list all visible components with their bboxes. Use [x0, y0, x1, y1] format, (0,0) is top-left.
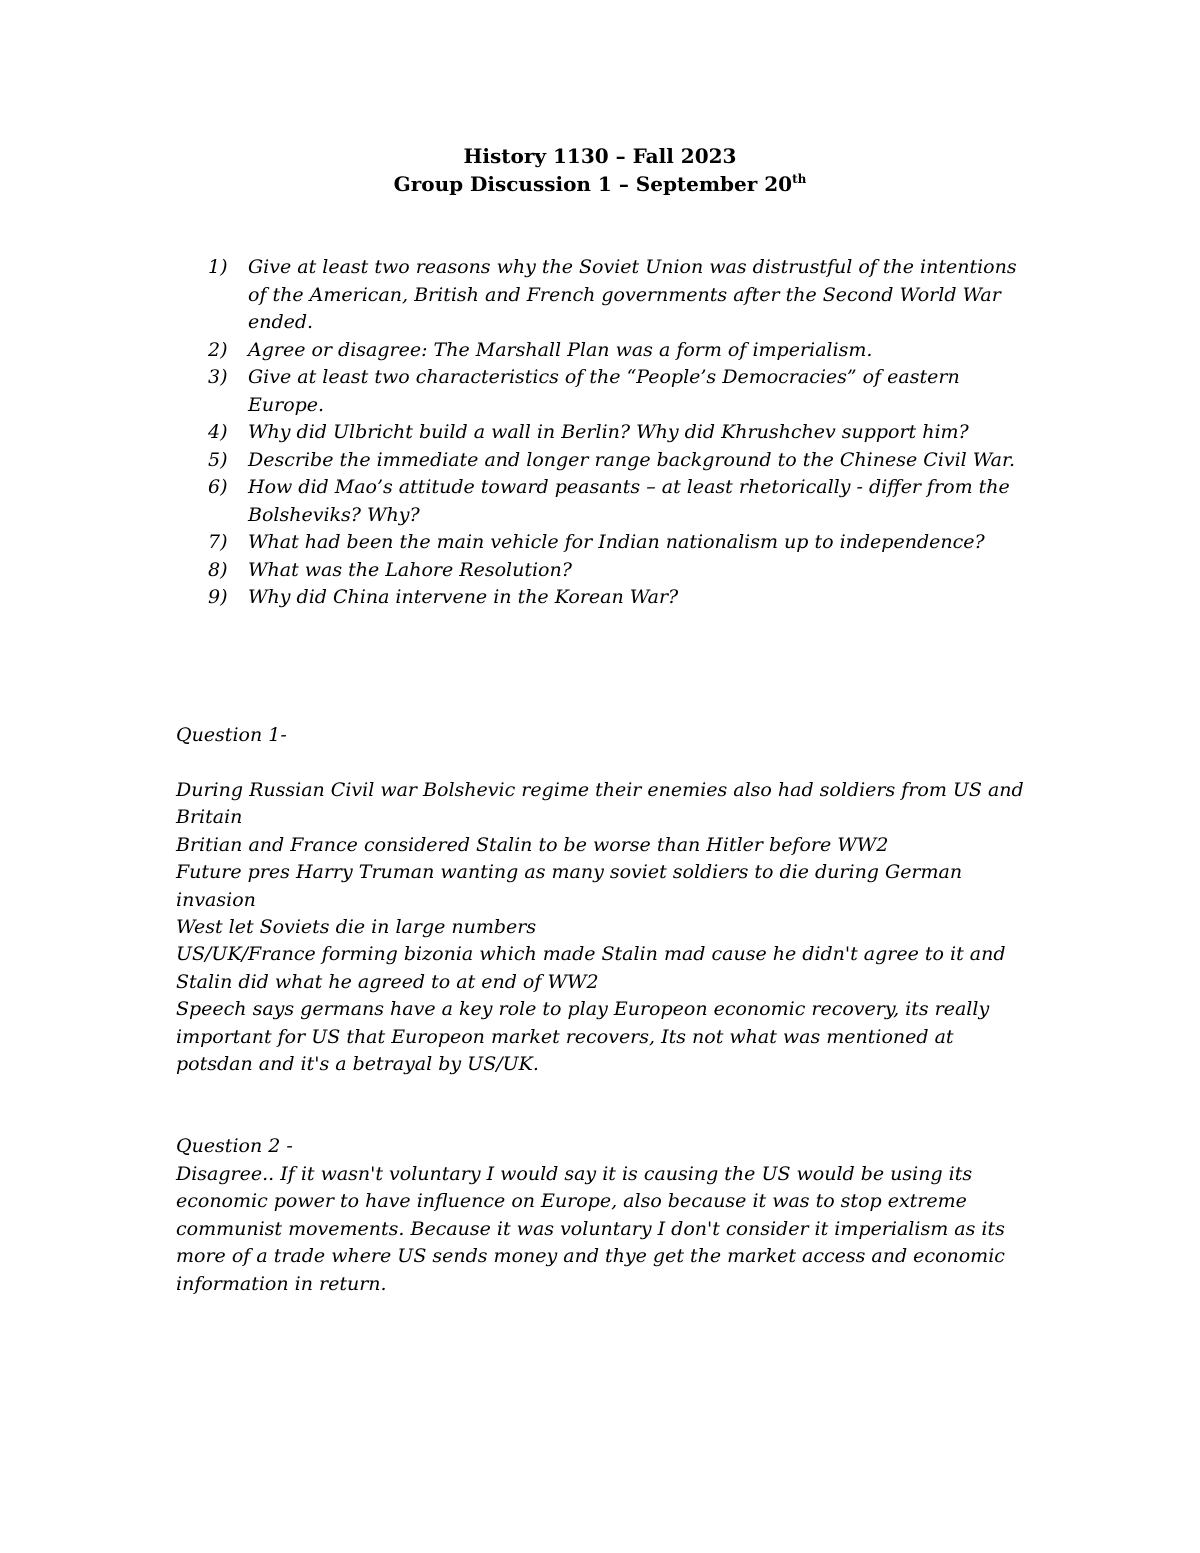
question-item	[208, 474, 1038, 529]
question-number: 3)	[208, 366, 228, 388]
question-item	[208, 419, 1038, 447]
question-text: What had been the main vehicle for Indian nationalism up to independence?	[248, 531, 985, 553]
subtitle-text: Group Discussion 1 – September 20	[393, 172, 793, 196]
answer-1-line: During Russian Civil war Bolshevic regime their enemies also had soldiers from US and Britain	[176, 779, 1024, 829]
question-item	[208, 364, 1038, 419]
question-text: Why did China intervene in the Korean War?	[248, 586, 679, 608]
answer-1-heading: Question 1-	[176, 724, 287, 746]
subtitle-superscript: th	[792, 172, 807, 186]
question-text: What was the Lahore Resolution?	[248, 558, 572, 581]
document-header	[0, 142, 1200, 198]
question-number: 6)	[208, 476, 228, 498]
question-text: Why did Ulbricht build a wall in Berlin? Why did Khrushchev support him?	[248, 421, 969, 443]
question-item	[208, 337, 1038, 365]
answer-1-line: Speech says germans have a key role to play Europeon economic recovery, its really important for US that Europeon market recovers, Its not what was mentioned at potsdan and it's a betrayal by US/UK.	[176, 998, 990, 1076]
question-text: Agree or disagree: The Marshall Plan was a form of imperialism.	[248, 338, 873, 361]
document-subtitle	[0, 170, 1200, 198]
question-item	[208, 557, 1038, 585]
question-number: 9)	[208, 586, 228, 608]
answer-1-line: West let Soviets die in large numbers	[176, 916, 537, 939]
question-number: 1)	[208, 256, 228, 278]
question-item	[208, 447, 1038, 475]
question-item	[208, 254, 1038, 337]
question-item	[208, 529, 1038, 557]
question-number: 5)	[208, 448, 228, 471]
answer-1-line: US/UK/France forming bizonia which made Stalin mad cause he didn't agree to it and Stalin did what he agreed to at end of WW2	[176, 943, 1006, 993]
answer-1-line: Future pres Harry Truman wanting as many soviet soldiers to die during German invasion	[176, 861, 963, 911]
answer-1-line: Britian and France considered Stalin to be worse than Hitler before WW2	[176, 833, 889, 856]
question-item	[208, 584, 1038, 612]
question-number: 7)	[208, 531, 228, 553]
answer-1-body	[176, 777, 1036, 1078]
answer-2-text: Disagree.. If it wasn't voluntary I would say it is causing the US would be using its economic power to have influence on Europe, also because it was to stop extreme communist movements. Because it was voluntary I don't consider it imperialism as its more of a trade where US sends money and thye get the market access and economic information in return.	[176, 1163, 1005, 1295]
document-title: History 1130 – Fall 2023	[463, 144, 737, 168]
question-number: 4)	[208, 421, 228, 443]
question-text: Give at least two reasons why the Soviet Union was distrustful of the intentions of the American, British and French governments after the Second World War ended.	[248, 256, 1017, 333]
question-list	[208, 254, 1038, 612]
answer-2-heading: Question 2 -	[176, 1135, 293, 1157]
question-number: 2)	[208, 338, 228, 361]
question-text: Give at least two characteristics of the “People’s Democracies” of eastern Europe.	[248, 366, 960, 416]
question-number: 8)	[208, 558, 228, 581]
question-text: How did Mao’s attitude toward peasants – at least rhetorically - differ from the Bolsheviks? Why?	[248, 476, 1010, 526]
question-text: Describe the immediate and longer range background to the Chinese Civil War.	[248, 448, 1016, 471]
answer-2-body	[176, 1161, 1036, 1298]
